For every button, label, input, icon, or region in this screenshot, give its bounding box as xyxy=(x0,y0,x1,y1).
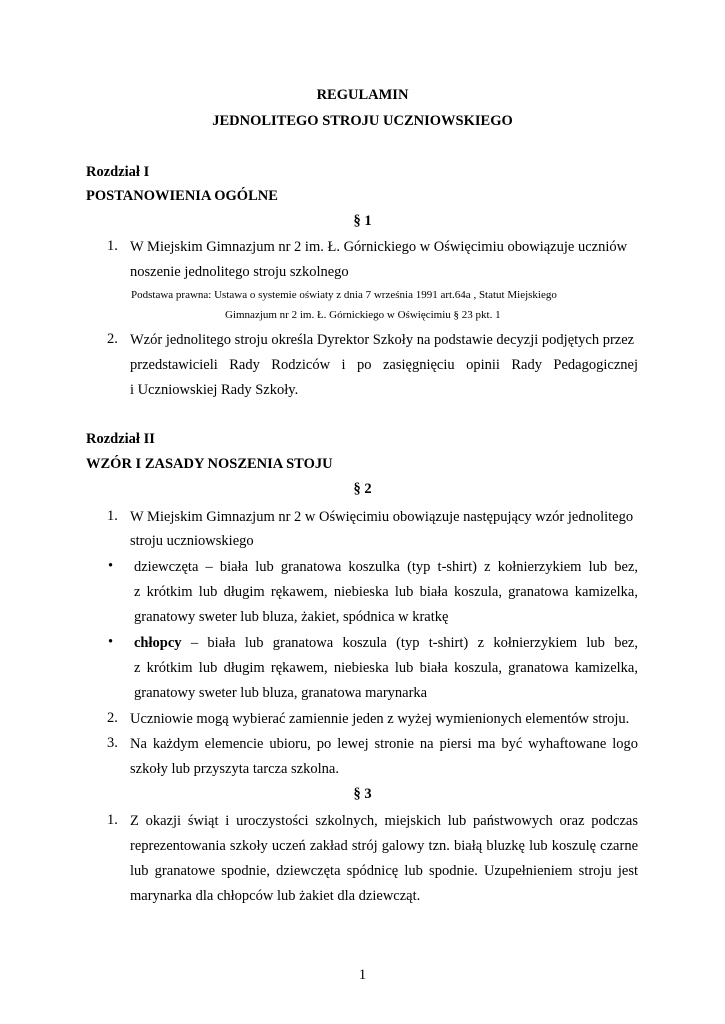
item-number: 1. xyxy=(107,508,118,524)
ch1-item2-line2: przedstawicieli Rady Rodziców i po zasięgnięciu opinii Rady Pedagogicznej xyxy=(130,357,638,373)
boys-label: chłopcy xyxy=(134,635,182,651)
s3-item1-line3: lub granatowe spodnie, dziewczęta spódnicę lub spodnie. Uzupełnieniem stroju jest xyxy=(130,863,638,879)
item-number: 1. xyxy=(107,238,118,254)
ch2-item1-line2: stroju uczniowskiego xyxy=(130,533,254,549)
girls-uniform-line2: z krótkim lub długim rękawem, niebieska lub biała koszula, granatowa kamizelka, xyxy=(134,584,638,600)
s3-item1-line1: Z okazji świąt i uroczystości szkolnych, miejskich lub państwowych oraz podczas xyxy=(130,813,638,829)
boys-uniform-line2: z krótkim lub długim rękawem, niebieska lub biała koszula, granatowa kamizelka, xyxy=(134,660,638,676)
ch1-item2-line3: i Uczniowskiej Rady Szkoły. xyxy=(130,382,299,398)
section-2-heading: § 2 xyxy=(353,481,372,497)
ch1-item1-line1: W Miejskim Gimnazjum nr 2 im. Ł. Górnickiego w Oświęcimiu obowiązuje uczniów xyxy=(130,239,628,255)
section-1-heading: § 1 xyxy=(353,213,372,229)
item-number: 1. xyxy=(107,812,118,828)
bullet-icon: • xyxy=(108,558,114,574)
boys-uniform-line1 xyxy=(134,634,638,652)
chapter2-title: WZÓR I ZASADY NOSZENIA STOJU xyxy=(86,456,333,472)
ch2-item3-line2: szkoły lub przyszyta tarcza szkolna. xyxy=(130,761,339,777)
s3-item1-line2: reprezentowania szkoły uczeń zakład strój galowy tzn. białą bluzkę lub koszulę czarne xyxy=(130,838,638,854)
girls-uniform-line3: granatowy sweter lub bluza, żakiet, spódnica w kratkę xyxy=(134,609,449,625)
girls-uniform-line1: dziewczęta – biała lub granatowa koszulka (typ t-shirt) z kołnierzykiem lub bez, xyxy=(134,559,638,575)
bullet-icon: • xyxy=(108,634,114,650)
s3-item1-line4: marynarka dla chłopców lub żakiet dla dziewcząt. xyxy=(130,888,421,904)
item-number: 2. xyxy=(107,710,118,726)
legal-basis-line2: Gimnazjum nr 2 im. Ł. Górnickiego w Oświęcimiu § 23 pkt. 1 xyxy=(225,309,501,321)
chapter2-label: Rozdział II xyxy=(86,431,155,447)
document-title-line1: REGULAMIN xyxy=(316,87,409,103)
boys-uniform-line3: granatowy sweter lub bluza, granatowa marynarka xyxy=(134,685,428,701)
page-number: 1 xyxy=(358,967,367,983)
chapter1-title: POSTANOWIENIA OGÓLNE xyxy=(86,188,278,204)
boys-uniform-line1-rest: – biała lub granatowa koszula (typ t-shirt) z kołnierzykiem lub bez, xyxy=(181,635,638,651)
ch1-item2-line1: Wzór jednolitego stroju określa Dyrektor Szkoły na podstawie decyzji podjętych przez xyxy=(130,332,635,348)
ch2-item1-line1: W Miejskim Gimnazjum nr 2 w Oświęcimiu obowiązuje następujący wzór jednolitego xyxy=(130,509,634,525)
item-number: 3. xyxy=(107,735,118,751)
ch1-item1-line2: noszenie jednolitego stroju szkolnego xyxy=(130,264,349,280)
item-number: 2. xyxy=(107,331,118,347)
legal-basis-line1: Podstawa prawna: Ustawa o systemie oświaty z dnia 7 września 1991 art.64a , Statut Miejskiego xyxy=(131,289,557,301)
ch2-item2-line1: Uczniowie mogą wybierać zamiennie jeden z wyżej wymienionych elementów stroju. xyxy=(130,711,630,727)
ch2-item3-line1: Na każdym elemencie ubioru, po lewej stronie na piersi ma być wyhaftowane logo xyxy=(130,736,638,752)
section-3-heading: § 3 xyxy=(353,786,372,802)
chapter1-label: Rozdział I xyxy=(86,164,150,180)
document-title-line2: JEDNOLITEGO STROJU UCZNIOWSKIEGO xyxy=(212,113,513,129)
